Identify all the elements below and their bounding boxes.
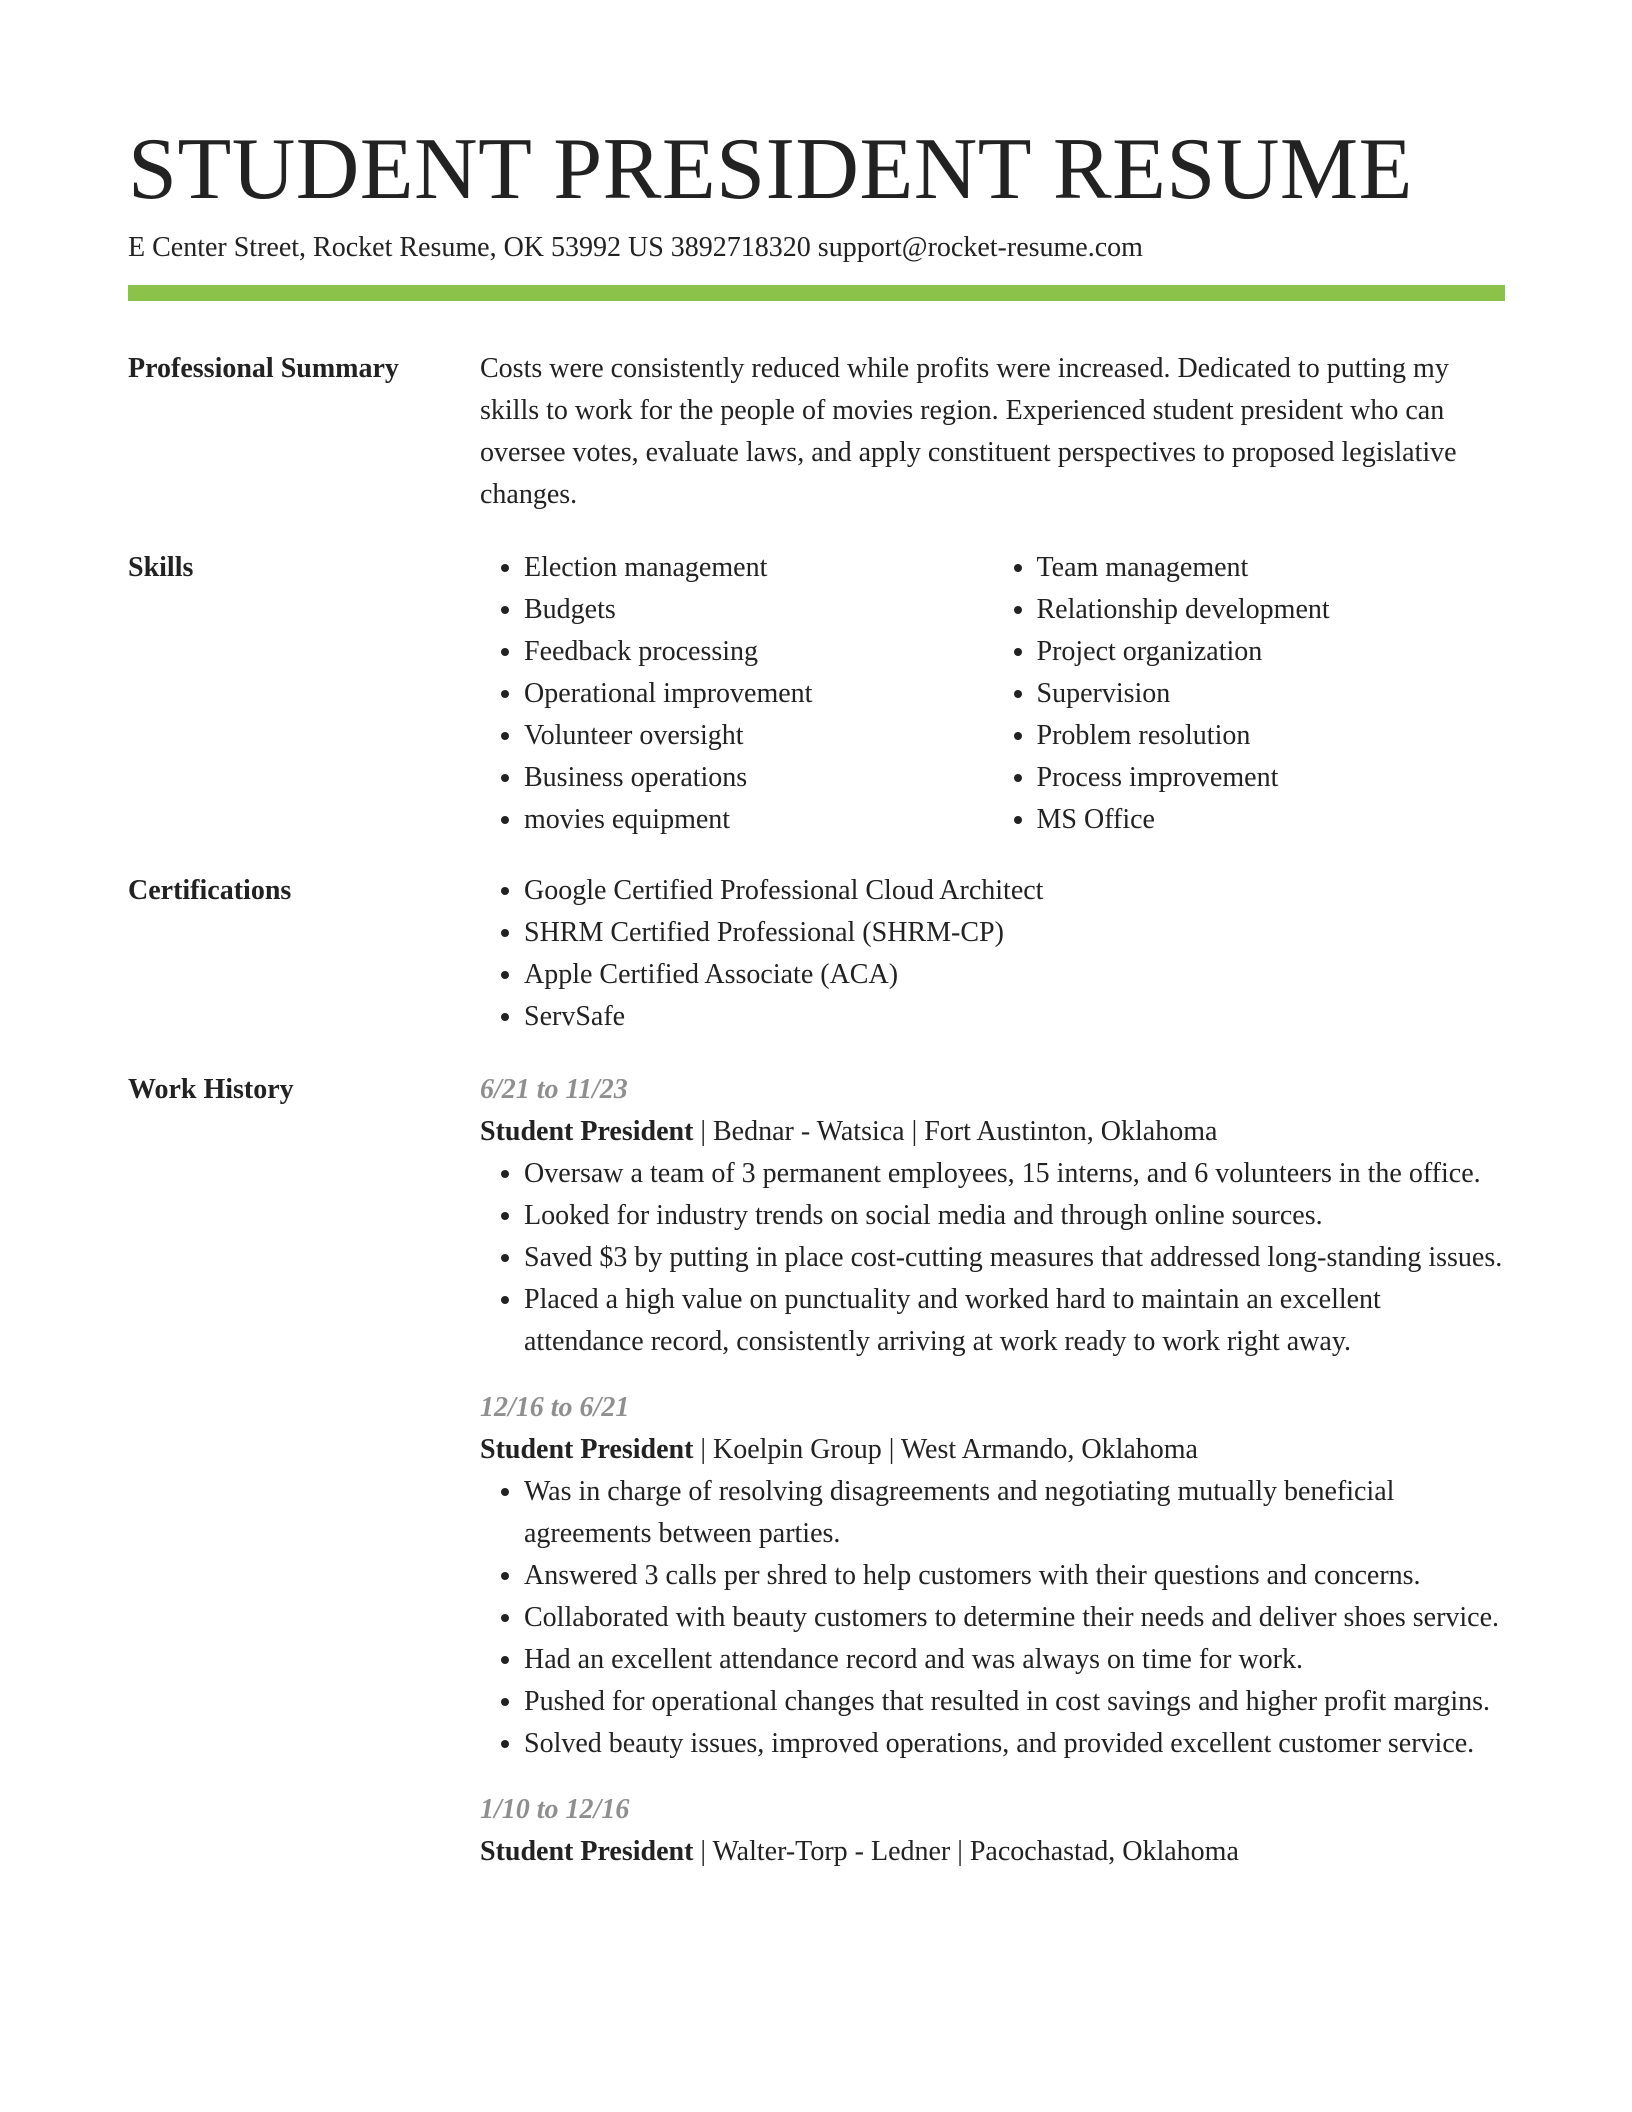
resume-title: STUDENT PRESIDENT RESUME — [128, 121, 1413, 218]
list-item: • Supervision — [1037, 673, 1506, 715]
job-details: | Koelpin Group | West Armando, Oklahoma — [693, 1434, 1198, 1465]
list-item: • Google Certified Professional Cloud Architect — [524, 870, 1505, 912]
list-item: • Answered 3 calls per shred to help customers with their questions and concerns. — [524, 1555, 1505, 1597]
skills-list-left — [480, 547, 993, 841]
list-item: • Process improvement — [1037, 757, 1506, 799]
list-item: • SHRM Certified Professional (SHRM-CP) — [524, 912, 1505, 954]
job-heading — [480, 1429, 1505, 1471]
job-dates: 12/16 to 6/21 — [480, 1392, 630, 1423]
list-item: • Placed a high value on punctuality and worked hard to maintain an excellent attendance record, consistently arriving at work ready to work right away. — [524, 1279, 1505, 1363]
job-bullets — [480, 1471, 1505, 1765]
list-item: • Feedback processing — [524, 631, 993, 673]
list-item: • MS Office — [1037, 799, 1506, 841]
job-title: Student President — [480, 1836, 694, 1867]
list-item: • Operational improvement — [524, 673, 993, 715]
job-heading — [480, 1111, 1505, 1153]
work-history-list — [480, 1069, 1505, 1897]
list-item: • Volunteer oversight — [524, 715, 993, 757]
job-heading — [480, 1831, 1505, 1873]
certifications-label: Certifications — [128, 875, 292, 906]
accent-divider — [128, 285, 1505, 301]
list-item: • Budgets — [524, 589, 993, 631]
job-entry — [480, 1789, 1505, 1873]
job-entry — [480, 1069, 1505, 1363]
job-title: Student President — [480, 1434, 694, 1465]
job-title: Student President — [480, 1116, 694, 1147]
list-item: • Oversaw a team of 3 permanent employees, 15 interns, and 6 volunteers in the office. — [524, 1153, 1505, 1195]
contact-line: E Center Street, Rocket Resume, OK 53992 US 3892718320 support@rocket-resume.com — [128, 232, 1143, 263]
skills-list-right — [993, 547, 1506, 841]
job-bullets — [480, 1153, 1505, 1363]
job-entry — [480, 1387, 1505, 1765]
summary-label: Professional Summary — [128, 353, 399, 384]
list-item: • Team management — [1037, 547, 1506, 589]
list-item: • Was in charge of resolving disagreements and negotiating mutually beneficial agreements between parties. — [524, 1471, 1505, 1555]
certifications-list — [480, 870, 1505, 1038]
list-item: • Collaborated with beauty customers to determine their needs and deliver shoes service. — [524, 1597, 1505, 1639]
list-item: • Business operations — [524, 757, 993, 799]
list-item: • Relationship development — [1037, 589, 1506, 631]
list-item: • Project organization — [1037, 631, 1506, 673]
list-item: • Looked for industry trends on social media and through online sources. — [524, 1195, 1505, 1237]
work-history-label: Work History — [128, 1074, 294, 1105]
job-dates: 6/21 to 11/23 — [480, 1074, 628, 1105]
list-item: • Had an excellent attendance record and was always on time for work. — [524, 1639, 1505, 1681]
list-item: • Pushed for operational changes that resulted in cost savings and higher profit margins. — [524, 1681, 1505, 1723]
job-dates: 1/10 to 12/16 — [480, 1794, 630, 1825]
list-item: • movies equipment — [524, 799, 993, 841]
list-item: • Solved beauty issues, improved operations, and provided excellent customer service. — [524, 1723, 1505, 1765]
summary-text: Costs were consistently reduced while profits were increased. Dedicated to putting my skills to work for the people of movies region. Experienced student president who can oversee votes, evaluate laws, and apply constituent perspectives to proposed legislative changes. — [480, 353, 1457, 510]
list-item: • Saved $3 by putting in place cost-cutting measures that addressed long-standing issues. — [524, 1237, 1505, 1279]
list-item: • Election management — [524, 547, 993, 589]
job-details: | Bednar - Watsica | Fort Austinton, Oklahoma — [693, 1116, 1218, 1147]
list-item: • ServSafe — [524, 996, 1505, 1038]
list-item: • Problem resolution — [1037, 715, 1506, 757]
skills-label: Skills — [128, 552, 194, 583]
list-item: • Apple Certified Associate (ACA) — [524, 954, 1505, 996]
job-details: | Walter-Torp - Ledner | Pacochastad, Oklahoma — [693, 1836, 1239, 1867]
